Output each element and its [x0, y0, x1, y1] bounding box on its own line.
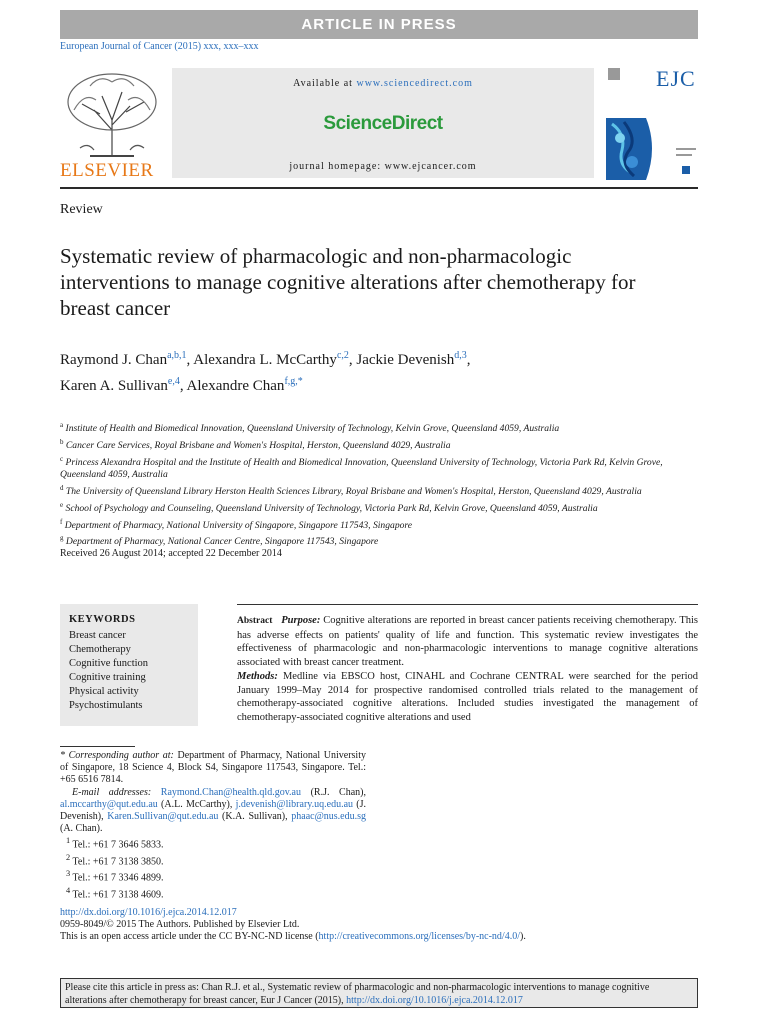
- email-link[interactable]: al.mccarthy@qut.edu.au: [60, 798, 158, 810]
- keywords-heading: KEYWORDS: [69, 614, 136, 625]
- footnote-rule: [60, 746, 135, 747]
- affiliation: [60, 516, 700, 533]
- keyword: Chemotherapy: [69, 644, 131, 655]
- ejc-logo: EJC: [656, 66, 696, 91]
- header-divider: [60, 187, 698, 189]
- author-name[interactable]: Alexandre Chan: [186, 378, 285, 394]
- author: [60, 378, 187, 394]
- article-type-label: Review: [60, 202, 103, 217]
- affiliation-text: Princess Alexandra Hospital and the Institute of Health and Biomedical Innovation, Queensland University of Technology, Victoria Park Rd, Kelvin Grove, Queensland 4059, Australia: [60, 456, 663, 481]
- license-link[interactable]: http://creativecommons.org/licenses/by-nc-nd/4.0/: [318, 931, 520, 942]
- copyright-line: 0959-8049/© 2015 The Authors. Published by Elsevier Ltd.: [60, 919, 300, 930]
- citation-box: [60, 978, 698, 1008]
- affiliation: [60, 482, 700, 499]
- affiliation-marker: e: [60, 500, 64, 509]
- journal-homepage-line: journal homepage: www.ejcancer.com: [289, 161, 477, 172]
- author-name[interactable]: Raymond J. Chan: [60, 352, 168, 368]
- keywords-list: [69, 629, 148, 713]
- affiliation-marker: d: [60, 483, 64, 492]
- keyword: Breast cancer: [69, 630, 126, 641]
- author: [193, 352, 356, 368]
- author-name[interactable]: Alexandra L. McCarthy: [193, 352, 337, 368]
- author: [356, 352, 470, 368]
- affiliation-text: Department of Pharmacy, National Cancer Centre, Singapore 117543, Singapore: [65, 536, 379, 548]
- email-owner: (J. Devenish),: [60, 798, 366, 823]
- purpose-label: Purpose:: [281, 615, 321, 626]
- email-owner: (A.L. McCarthy),: [157, 798, 236, 810]
- received-dates: Received 26 August 2014; accepted 22 December 2014: [60, 548, 282, 559]
- email-addresses: [60, 787, 366, 836]
- affiliation: [60, 419, 700, 436]
- affiliation-text: Institute of Health and Biomedical Innovation, Queensland University of Technology, Kelvin Grove, Queensland 4059, Australia: [65, 423, 560, 435]
- email-owner: (K.A. Sullivan),: [218, 811, 292, 823]
- tel-text: Tel.: +61 7 3346 4899.: [72, 872, 164, 884]
- citation-text: Please cite this article in press as: Chan R.J. et al., Systematic review of pharmacologic and non-pharmacologic interventions to manage cognitive alterations after chemotherapy for breast cancer, Eur J Cancer (2015),: [65, 982, 650, 1006]
- article-in-press-banner: ARTICLE IN PRESS: [60, 10, 698, 39]
- author-affiliation-marker[interactable]: c,2: [336, 350, 349, 361]
- tel-note: [60, 835, 366, 852]
- methods-label: Methods:: [237, 670, 278, 682]
- affiliation-text: Cancer Care Services, Royal Brisbane and Women's Hospital, Herston, Queensland 4029, Australia: [65, 439, 451, 451]
- affiliation-marker: c: [60, 454, 64, 463]
- tel-note: [60, 885, 366, 902]
- tel-marker: 2: [66, 852, 71, 862]
- author-separator: ,: [348, 352, 357, 368]
- citation-doi-link[interactable]: http://dx.doi.org/10.1016/j.ejca.2014.12.017: [346, 995, 523, 1006]
- author-separator: ,: [186, 352, 194, 368]
- tel-marker: 4: [66, 886, 71, 896]
- license-line: [60, 931, 700, 943]
- purpose-text: Cognitive alterations are reported in breast cancer patients receiving chemotherapy. This has adverse effects on patients' quality of life and function. This systematic review investigates the effectiveness of pharmacologic and non-pharmacologic interventions to manage cognitive alterations associated with breast cancer treatment.: [237, 615, 699, 669]
- journal-citation-line[interactable]: European Journal of Cancer (2015) xxx, xxx–xxx: [60, 41, 259, 52]
- email-link[interactable]: phaac@nus.edu.sg: [291, 811, 366, 823]
- tel-text: Tel.: +61 7 3646 5833.: [72, 839, 164, 851]
- author-affiliation-marker[interactable]: a,b,1: [167, 350, 187, 361]
- tel-marker: 3: [66, 869, 71, 879]
- tel-text: Tel.: +61 7 3138 4609.: [72, 889, 164, 901]
- affiliation-text: School of Psychology and Counseling, Queensland University of Technology, Victoria Park Rd, Kelvin Grove, Queensland 4059, Australia: [65, 502, 598, 514]
- author-affiliation-marker[interactable]: d,3: [454, 350, 467, 361]
- author-list: [60, 345, 680, 397]
- email-label: E-mail addresses:: [72, 786, 152, 798]
- email-owner: (A. Chan).: [60, 823, 103, 835]
- ejc-cover-image: [606, 118, 698, 180]
- author-separator: ,: [466, 352, 471, 368]
- email-link[interactable]: Raymond.Chan@health.qld.gov.au: [160, 786, 301, 798]
- affiliation-marker: a: [60, 421, 64, 429]
- available-prefix: Available at: [293, 78, 357, 89]
- affiliation: [60, 532, 700, 549]
- sciencedirect-logo: ScienceDirect: [323, 113, 443, 134]
- email-owner: (R.J. Chan),: [301, 786, 366, 798]
- affiliation-marker: b: [60, 437, 64, 446]
- sciencedirect-link[interactable]: www.sciencedirect.com: [356, 78, 473, 89]
- affiliation: [60, 499, 700, 516]
- tel-note: [60, 852, 366, 869]
- methods-text: Medline via EBSCO host, CINAHL and Cochrane CENTRAL were searched for the period January 1999–May 2014 for prospective randomised controlled trials related to the management of chemotherapy-associated cognitive alterations. Included studies investigated the management of chemotherapy-associated cognitive alterations and used: [237, 670, 698, 723]
- corresponding-author-note: [60, 750, 366, 787]
- abstract: [237, 604, 698, 725]
- author-separator: ,: [179, 378, 187, 394]
- keyword: Cognitive training: [69, 672, 146, 683]
- affiliation-marker: f: [60, 517, 63, 526]
- affiliation-text: The University of Queensland Library Herston Health Sciences Library, Royal Brisbane and Women's Hospital, Herston, Queensland 4029, Australia: [65, 486, 642, 498]
- available-at-line: [172, 78, 594, 89]
- author-affiliation-marker[interactable]: f,g,*: [284, 376, 303, 387]
- tel-text: Tel.: +61 7 3138 3850.: [72, 856, 164, 868]
- corresponding-text: Department of Pharmacy, National University of Singapore, 18 Science 4, Block S4, Singapore 117543, Singapore. Tel.: +65 6516 7814.: [60, 750, 366, 786]
- author: [60, 352, 193, 368]
- keyword: Physical activity: [69, 686, 139, 697]
- author-name[interactable]: Karen A. Sullivan: [60, 378, 168, 394]
- tel-marker: 1: [66, 836, 71, 846]
- email-link[interactable]: j.devenish@library.uq.edu.au: [235, 798, 354, 810]
- email-link[interactable]: Karen.Sullivan@qut.edu.au: [107, 811, 219, 823]
- corresponding-label: * Corresponding author at:: [60, 750, 174, 761]
- author-name[interactable]: Jackie Devenish: [356, 352, 455, 368]
- publication-info: [60, 907, 700, 943]
- license-suffix: ).: [519, 931, 526, 942]
- affiliation-text: Department of Pharmacy, National University of Singapore, Singapore 117543, Singapore: [64, 519, 413, 531]
- small-icon: [608, 68, 620, 80]
- elsevier-wordmark: ELSEVIER: [60, 160, 154, 181]
- footnotes: [60, 750, 366, 902]
- license-prefix: This is an open access article under the CC BY-NC-ND license (: [60, 931, 319, 942]
- author-affiliation-marker[interactable]: e,4: [167, 376, 180, 387]
- affiliation: [60, 453, 700, 482]
- abstract-label: Abstract: [237, 616, 273, 626]
- affiliation: [60, 436, 700, 453]
- author: [187, 378, 303, 394]
- tel-note: [60, 868, 366, 885]
- article-title: Systematic review of pharmacologic and non-pharmacologic interventions to manage cognitive alterations after chemotherapy for breast cancer: [60, 244, 636, 320]
- affiliation-marker: g: [60, 534, 64, 543]
- keyword: Psychostimulants: [69, 700, 143, 711]
- affiliation-list: [60, 419, 700, 549]
- doi-link[interactable]: http://dx.doi.org/10.1016/j.ejca.2014.12.017: [60, 907, 237, 918]
- keyword: Cognitive function: [69, 658, 149, 669]
- elsevier-tree-logo: [60, 70, 164, 158]
